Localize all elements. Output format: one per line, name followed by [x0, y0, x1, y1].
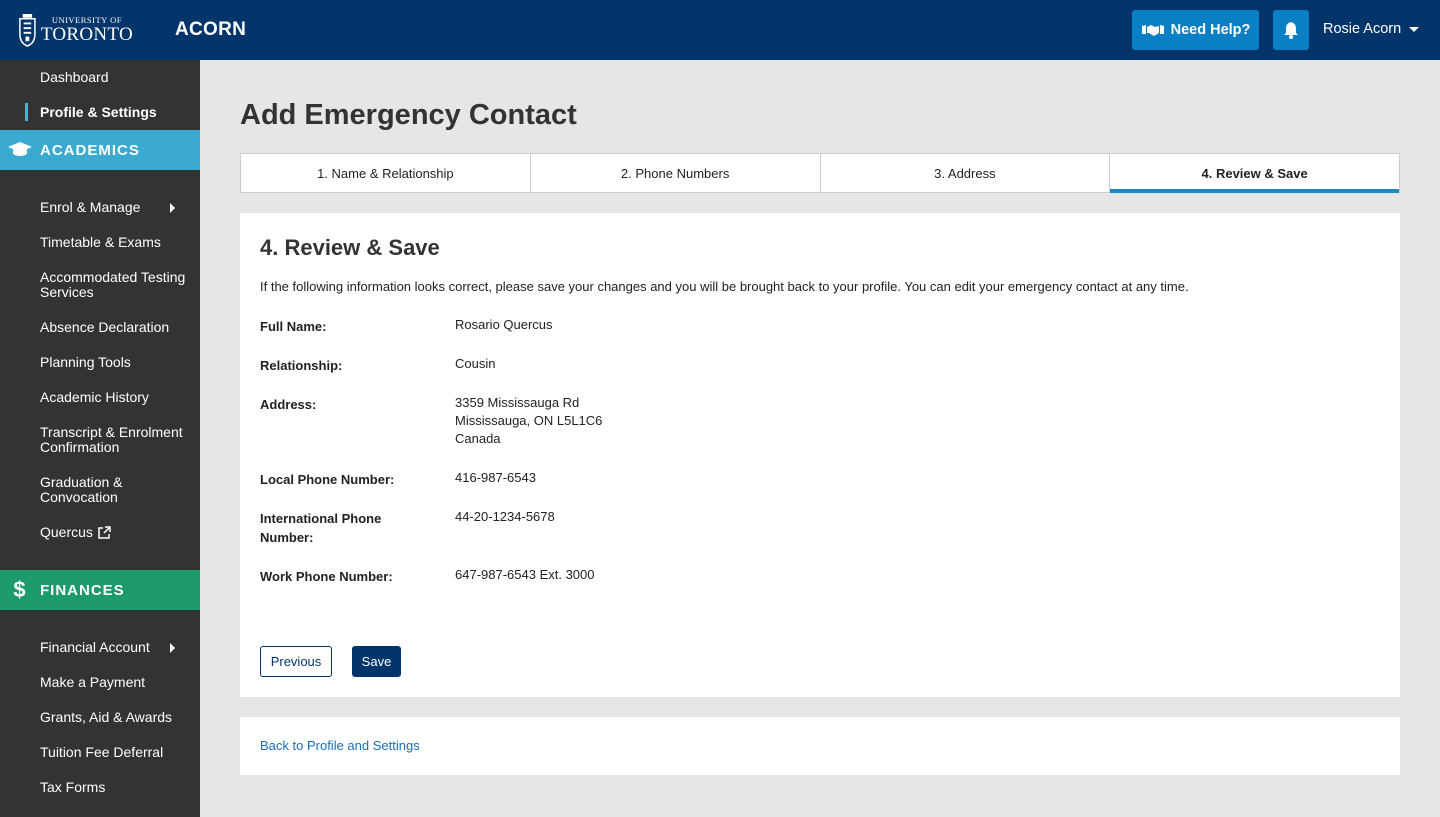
sidebar-item-timetable-exams[interactable]: Timetable & Exams [40, 234, 161, 250]
crest-icon [18, 12, 37, 48]
local-phone-value: 416-987-6543 [455, 470, 536, 485]
sidebar-nav [0, 60, 200, 817]
address-label: Address: [260, 397, 317, 412]
address-line-1: 3359 Mississauga Rd [455, 395, 580, 410]
sidebar-item-academic-history[interactable]: Academic History [40, 389, 149, 405]
university-big-text: TORONTO [40, 23, 133, 45]
relationship-value: Cousin [455, 356, 496, 371]
finances-label: FINANCES [40, 581, 125, 599]
academics-section-header [0, 130, 200, 170]
tab-phone-numbers[interactable]: 2. Phone Numbers [531, 154, 821, 192]
previous-button[interactable]: Previous [260, 646, 332, 677]
tab-name-relationship[interactable]: 1. Name & Relationship [241, 154, 531, 192]
address-line-3: Canada [455, 431, 501, 446]
user-name: Rosie Acorn [1323, 21, 1402, 37]
sidebar-item-grants-aid-awards[interactable]: Grants, Aid & Awards [40, 709, 173, 725]
sidebar-item-financial-account[interactable]: Financial Account [40, 639, 150, 655]
university-logo[interactable] [18, 9, 133, 51]
sidebar-item-dashboard[interactable]: Dashboard [40, 69, 109, 85]
chevron-right-icon [170, 203, 175, 213]
chevron-right-icon [170, 643, 175, 653]
tab-review-save[interactable]: 4. Review & Save [1110, 154, 1399, 192]
chevron-down-icon [1409, 27, 1419, 32]
sidebar-item-make-payment[interactable]: Make a Payment [40, 674, 146, 690]
sidebar-item-profile-settings[interactable]: Profile & Settings [40, 104, 157, 120]
address-line-2: Mississauga, ON L5L1C6 [455, 413, 603, 428]
save-button[interactable]: Save [352, 646, 401, 677]
handshake-icon [1141, 22, 1165, 38]
work-phone-value: 647-987-6543 Ext. 3000 [455, 567, 595, 582]
step-tabs [240, 153, 1400, 193]
back-link-card [240, 717, 1400, 775]
need-help-button[interactable] [1132, 10, 1259, 50]
sidebar-item-tax-forms[interactable]: Tax Forms [40, 779, 106, 795]
full-name-label: Full Name: [260, 319, 327, 334]
notifications-button[interactable] [1273, 10, 1309, 50]
bell-icon [1283, 21, 1299, 39]
back-to-profile-link[interactable]: Back to Profile and Settings [260, 738, 420, 753]
full-name-value: Rosario Quercus [455, 317, 553, 332]
university-small-text: UNIVERSITY OF [51, 15, 122, 26]
dollar-icon: $ [13, 577, 27, 602]
finances-section-header [0, 570, 200, 610]
need-help-label: Need Help? [1170, 22, 1251, 38]
sidebar-item-accommodated-testing[interactable]: Accommodated Testing Services [40, 269, 186, 300]
sidebar-item-planning-tools[interactable]: Planning Tools [40, 354, 131, 370]
top-bar [0, 0, 1440, 60]
tab-address[interactable]: 3. Address [821, 154, 1111, 192]
app-name[interactable]: ACORN [175, 19, 247, 40]
quercus-label: Quercus [40, 524, 93, 540]
review-card [240, 213, 1400, 697]
local-phone-label: Local Phone Number: [260, 472, 395, 487]
sidebar-item-graduation-convocation[interactable]: Graduation & Convocation [40, 474, 123, 505]
user-menu[interactable] [1323, 21, 1419, 37]
active-indicator [25, 103, 28, 121]
external-link-icon [98, 526, 111, 539]
sidebar-item-transcript-enrolment[interactable]: Transcript & Enrolment Confirmation [40, 424, 183, 455]
sidebar-item-absence-declaration[interactable]: Absence Declaration [40, 319, 170, 335]
academics-label: ACADEMICS [40, 141, 140, 159]
relationship-label: Relationship: [260, 358, 343, 373]
intro-text: If the following information looks correct, please save your changes and you will be brought back to your profile. You can edit your emergency contact at any time. [260, 279, 1189, 294]
address-value [455, 394, 602, 448]
international-phone-label: International Phone Number: [260, 511, 382, 545]
card-title: 4. Review & Save [260, 235, 440, 260]
sidebar-item-quercus[interactable] [40, 525, 190, 540]
sidebar-item-enrol-manage[interactable]: Enrol & Manage [40, 199, 141, 215]
work-phone-label: Work Phone Number: [260, 569, 393, 584]
sidebar-item-tuition-fee-deferral[interactable]: Tuition Fee Deferral [40, 744, 164, 760]
international-phone-value: 44-20-1234-5678 [455, 509, 555, 524]
graduation-cap-icon [7, 141, 33, 159]
page-title: Add Emergency Contact [240, 99, 577, 131]
